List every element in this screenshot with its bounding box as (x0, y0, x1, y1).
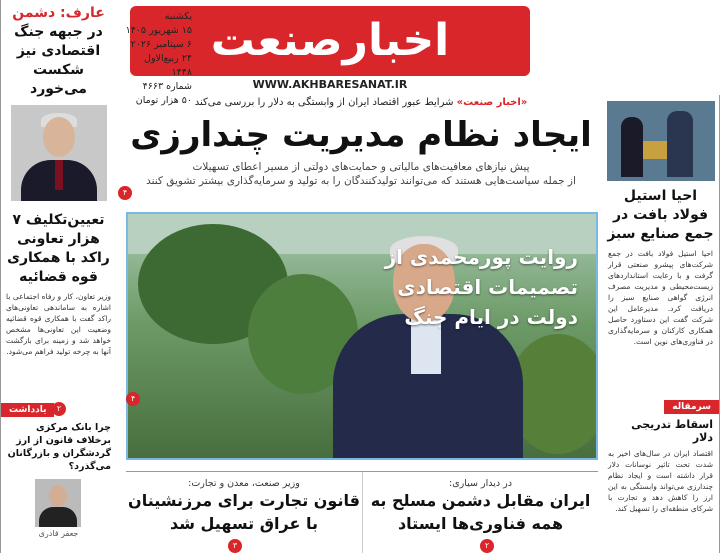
page-badge-main: ۴ (118, 186, 132, 200)
lead-photo[interactable] (126, 212, 598, 460)
author-portrait (35, 479, 81, 527)
author-name: جعفر قادری (38, 529, 79, 538)
right-column (602, 95, 720, 553)
issue-price: ۵۰ هزار تومان (135, 95, 192, 106)
issue-date-gregorian: ۶ سپتامبر ۲۰۲۶ (130, 39, 192, 50)
main-subtitle-1: پیش نیازهای معافیت‌های مالیاتی و حمایت‌های دولتی از مسیر اعطای تسهیلات (192, 161, 530, 173)
bottom-story-right[interactable] (362, 472, 598, 553)
bottom-right-title: ایران مقابل دشمن مسلح به همه فناوری‌ها ایستاد (370, 491, 591, 533)
page-badge-left: ۲ (52, 402, 66, 416)
steel-body: احیا استیل فولاد بافت در جمع شرکت‌های پیشرو صنعتی قرار گرفت و با رعایت استانداردهای زیست‌محیطی و مدیریت مصرف انرژی گواهی صنایع سبز را دریافت کرد. مدیرعامل این شرکت گفت این دستاورد حاصل همکاری کارکنان و سرمایه‌گذاری در فناوری‌های نوین است. (608, 249, 713, 346)
website-url[interactable]: WWW.AKHBARESANAT.IR (252, 78, 408, 91)
kicker-text: شرایط عبور اقتصاد ایران از وابستگی به دلار را بررسی می‌کند (194, 97, 454, 108)
cooperatives-headline[interactable]: تعیین‌تکلیف ۷ هزار تعاونی راکد با همکاری قوه قضائیه (7, 212, 110, 285)
bottom-story-left[interactable] (126, 472, 362, 553)
left-headline[interactable] (1, 0, 116, 99)
steel-headline[interactable]: احیا استیل فولاد بافت در جمع صنایع سبز (607, 188, 714, 242)
left-headline-red: عارف: دشمن (12, 5, 105, 21)
main-subtitle-2: از جمله سیاست‌هایی هستند که می‌توانند تولیدکنندگان را به تولید و سرمایه‌گذاری بیشتر تشویق کنند (146, 175, 576, 187)
aref-portrait (11, 105, 107, 201)
award-photo (607, 101, 715, 181)
page-badge-photo: ۴ (126, 392, 140, 406)
center-column (120, 95, 602, 553)
editorial-section-tag: سرمقاله (664, 400, 719, 414)
issue-date-hijri: ۲۴ ربیع‌الاول ۱۴۴۸ (144, 53, 192, 78)
page-badge-bottom-right: ۲ (480, 539, 494, 553)
issue-info (122, 10, 192, 108)
issue-date-persian: ۱۵ شهریور ۱۴۰۵ (125, 25, 192, 36)
cooperatives-body: وزیر تعاون، کار و رفاه اجتماعی با اشاره به ساماندهی تعاونی‌های راکد گفت با همکاری قوه قضائیه وضعیت این تعاونی‌ها مشخص خواهد شد و زمینه برای بازگشت آنها به چرخه تولید فراهم می‌شود. (6, 292, 111, 356)
left-column (0, 0, 116, 553)
issue-number: شماره ۴۶۶۳ (142, 81, 192, 92)
bottom-stories (126, 471, 598, 553)
newspaper-logo[interactable]: اخبارصنعت (130, 6, 530, 76)
main-headline[interactable]: ایجاد نظام مدیریت چندارزی (130, 115, 592, 155)
page-badge-bottom-left: ۳ (228, 539, 242, 553)
kicker-source: «اخبار صنعت» (456, 97, 528, 108)
editorial-body: اقتصاد ایران در سال‌های اخیر به شدت تحت تاثیر نوسانات دلار قرار داشته است و ایجاد نظام چندارزی می‌تواند وابستگی به این ارز را کاهش دهد و تجارت با شرکای منطقه‌ای را تسهیل کند. (608, 449, 713, 513)
note-title[interactable]: چرا بانک مرکزی برخلاف قانون از ارز گردشگران و بازرگانان می‌گذرد؟ (7, 422, 111, 472)
bottom-right-kicker: در دیدار سیاری: (449, 478, 512, 489)
editorial-title[interactable]: اسقاط تدریجی دلار (631, 418, 713, 444)
main-kicker (120, 95, 602, 108)
photo-caption[interactable]: روایت پورمحمدی از تصمیمات اقتصادی دولت در ایام جنگ (384, 245, 578, 329)
left-headline-rest: در جبهه جنگ اقتصادی نیز شکست می‌خورد (14, 24, 103, 97)
bottom-left-title: قانون تجارت برای مرزنشینان با عراق تسهیل شد (128, 491, 360, 533)
bottom-left-kicker: وزیر صنعت، معدن و تجارت: (188, 478, 300, 489)
note-section-tag: یادداشت (1, 403, 54, 417)
issue-day: یکشنبه (164, 11, 192, 22)
